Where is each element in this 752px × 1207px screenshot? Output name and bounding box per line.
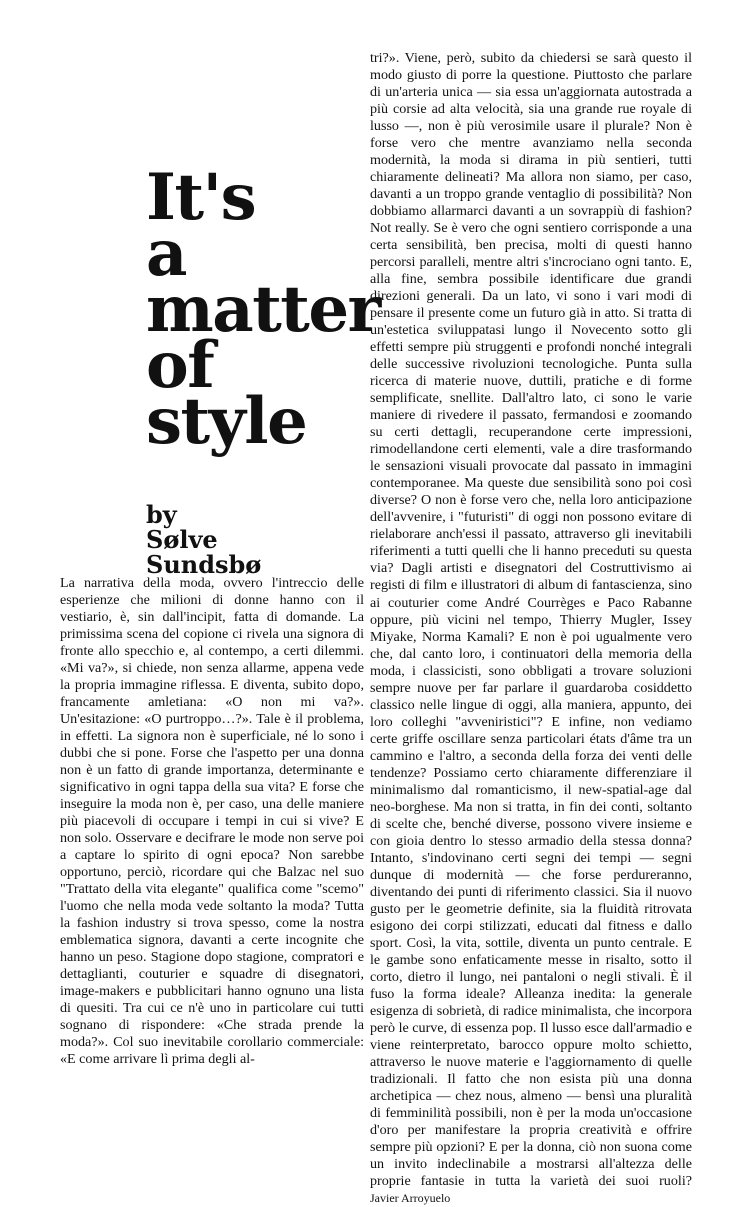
right-column: [370, 50, 692, 1207]
right-column-text: [370, 50, 692, 1207]
left-column: [60, 575, 364, 1068]
title-line: of: [146, 328, 214, 403]
byline-line: Sølve: [146, 525, 218, 554]
author-signature: Javier Arroyuelo: [370, 1191, 451, 1206]
title-line: a: [146, 216, 186, 291]
byline-line: Sundsbø: [146, 550, 262, 579]
article-title: [146, 160, 380, 459]
right-column-body: tri?». Viene, però, subito da chiedersi se sarà questo il modo giusto di porre la questione. Piuttosto che parlare di un'arteria unica — sia essa un'aggiornata autostrada a più corsie ad alta velocità, sia una grande rue royale di lusso —, non è più verosimile usare il plurale? Non è forse vero che mentre avanziamo nella seconda modernità, la moda si dirama in più sentieri, tutti chiaramente delineati? Ma allora non siamo, per caso, davanti a un troppo grande ventaglio di possibilità? Non dobbiamo allarmarci davanti a un sovrappiù di fashion? Not really. Se è vero che ogni sentiero corrisponde a una certa sensibilità, ben precisa, molti di questi hanno percorsi paralleli, mentre altri s'incrociano ogni tanto. E, alla fine, sembra possibile identificare due grandi direzioni generali. Da un lato, vi sono i vari modi di pensare il presente come un futuro già in atto. Si tratta di un'estetica sviluppatasi lungo il Novecento sotto gli effetti sempre più struggenti e profondi nonché integrali delle successive rivoluzioni tecnologiche. Punta sulla ricerca di materie nuove, duttili, pratiche e di forme semplificate, snellite. Dall'altro lato, ci sono le varie maniere di rivedere il passato, fermandosi e zoomando su certi dettagli, recuperandone certe impressioni, rimodellandone certi elementi, vale a dire trasformando le sensazioni visuali provocate dal passato in immagini contemporanee. Ma queste due sensibilità sono poi così diverse? O non è forse vero che, nella loro anticipazione dell'avvenire, i "futuristi" di oggi non possono evitare di rielaborare anch'essi il passato, attraverso gli inevitabili riferimenti a tutti quelli che li hanno preceduti su questa via? Dagli artisti e disegnatori del Costruttivismo ai registi di film e illustratori di album di fantascienza, sino ai couturier come André Courrèges e Paco Rabanne oppure, più vicini nel tempo, Thierry Mugler, Issey Miyake, Norma Kamali? E non è poi ugualmente vero che, dal canto loro, i continuatori della memoria della moda, i classicisti, sono obbligati a trovare soluzioni sempre nuove per far parlare il guardaroba cosiddetto classico nelle lingue di oggi, alla maniera, appunto, dei loro colleghi "avveniristici"? E infine, non vediamo certe griffe oscillare senza particolari états d'âme tra un cammino e l'altro, a seconda della forza dei venti delle tendenze? Possiamo certo chiaramente differenziare il minimalismo dal romanticismo, il new-spatial-age dal neo-borghese. Ma non si tratta, in fin dei conti, soltanto di scelte che, benché diverse, possono vivere insieme e con gioia dentro lo stesso armadio della stessa donna? Intanto, s'indovinano certi segni dei tempi — segni dunque di modernità — che forse perdureranno, diventando dei punti di riferimento classici. Sia il nuovo gusto per le geometrie definite, sia la fluidità ritrovata esigono dei corpi stilizzati, educati dal fitness e dallo sport. Così, la vita, sottile, diventa un punto centrale. E le gambe sono enfaticamente messe in risalto, sotto il corto, dietro il lungo, nei pantaloni o negli stivali. È il fuso la forma ideale? Alleanza inedita: la generale esigenza di sobrietà, di radice minimalista, che incorpora però le curve, di essenza pop. Il lusso esce dall'armadio e viene reinterpretato, barocco oppure molto schietto, attraverso le nuove materie e l'aggiornamento di quelle tradizionali. Il fatto che non esista più una donna archetipica — chez nous, almeno — bensì una pluralità di femminilità possibili, non è per la moda un'occasione d'oro per manifestare la propria creatività e offrire sempre più opzioni? E per la donna, ciò non suona come un invito indeclinabile a mostrarsi all'altezza delle proprie fantasie in tutta la varietà dei suoi ruoli?: [370, 50, 692, 1190]
title-line: matter: [146, 272, 380, 347]
byline-line: by: [146, 500, 177, 529]
left-column-text: La narrativa della moda, ovvero l'intreccio delle esperienze che milioni di donne hanno con il vestiario, è, sin dall'incipit, fatta di domande. La primissima scena del copione ci rivela una signora di fronte allo specchio e, al contempo, a certi dilemmi. «Mi va?», si chiede, non senza allarme, appena vede la propria immagine riflessa. E diventa, subito dopo, francamente amletiana: «O non mi va?». Un'esitazione: «O purtroppo…?». Tale è il problema, in effetti. La signora non è superficiale, né lo sono i dubbi che si pone. Forse che l'aspetto per una donna non è un fatto di grande importanza, determinante e significativo in ogni tappa della sua vita? E forse che inseguire la moda non è, per caso, una delle maniere più piacevoli di occupare i tempi in cui si vive? E non solo. Osservare e decifrare le mode non serve poi a captare lo spirito di ogni epoca? Non sarebbe opportuno, perciò, ricordare qui che Balzac nel suo "Trattato della vita elegante" qualifica come "scemo" l'uomo che nella moda vede soltanto la moda? Tutta la fashion industry si trova spesso, come la nostra emblematica signora, davanti a certe incognite che hanno un peso. Stagione dopo stagione, compratori e dettaglianti, couturier e squadre di disegnatori, image-makers e pubblicitari hanno ognuno una lista di quesiti. Tra cui ce n'è uno in particolare cui tutti sognano di rispondere: «Che strada prende la moda?». Col suo inevitabile corollario commerciale: «E come arrivare lì prima degli al-: [60, 575, 364, 1068]
title-line: It's: [146, 160, 256, 235]
title-line: style: [146, 384, 307, 459]
title-block: [146, 160, 380, 579]
byline: [146, 502, 356, 577]
